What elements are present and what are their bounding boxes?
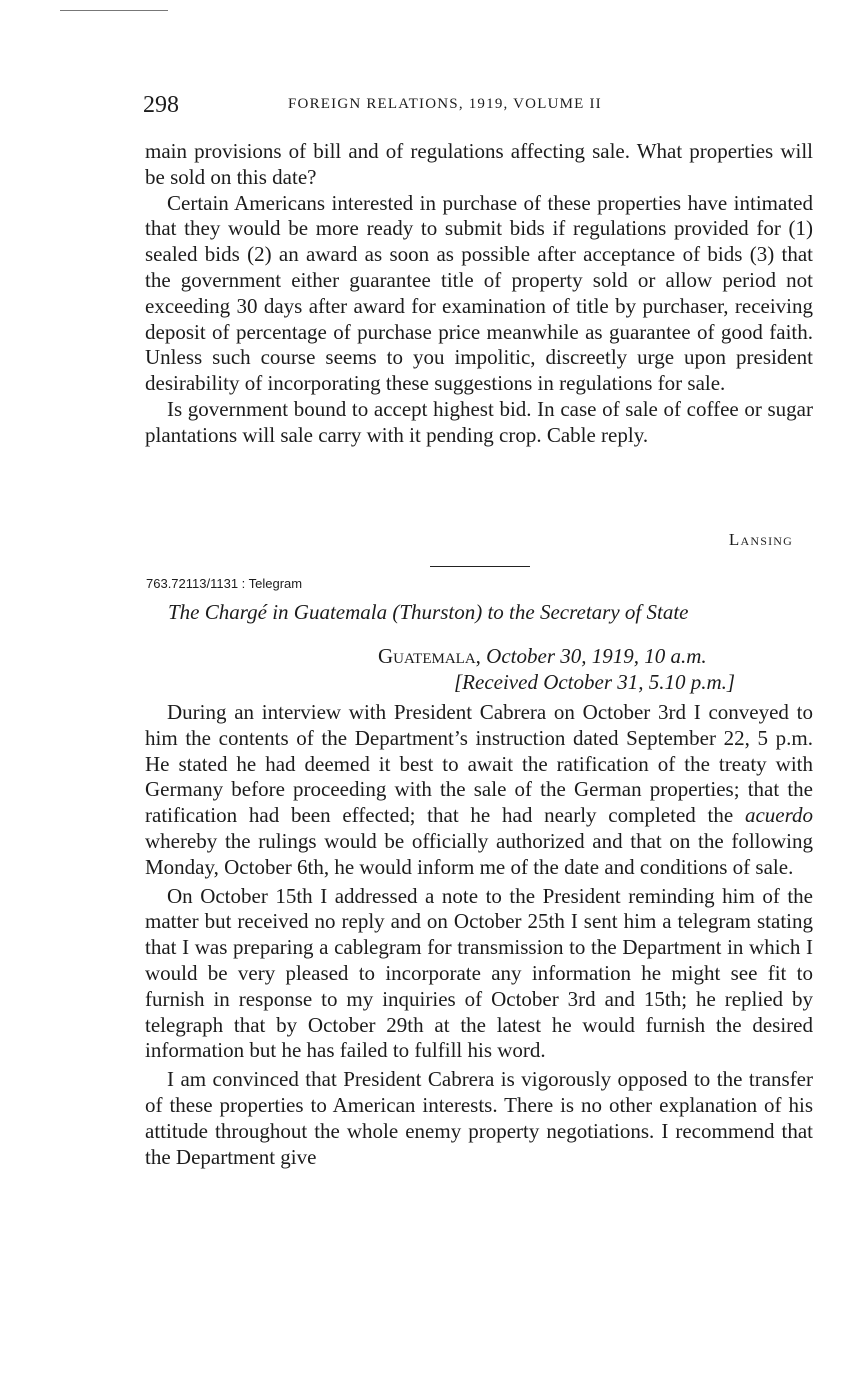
foreign-term: acuerdo — [744, 803, 813, 828]
section-separator — [430, 566, 530, 567]
continuation-text — [145, 139, 813, 449]
received-line: [Received October 31, 5.10 p.m.] — [454, 670, 736, 694]
signature: Lansing — [728, 530, 793, 549]
page-number: 298 — [143, 92, 179, 118]
dateline-place: Guatemala, — [378, 644, 481, 668]
file-reference: 763.72113/1131 : Telegram — [146, 576, 303, 591]
paragraph-text: During an interview with President Cabrera on October 3rd I conveyed to him the contents of the Department’s instruction dated September 22, 5 p.m. He stated he had deemed it best to await the ratification of the treaty with Germany before proceeding with the sale of the German properties; that the ratification had been effected; that he had nearly completed the — [145, 700, 813, 828]
paragraph: Certain Americans interested in purchase of these properties have intimated that they would be more ready to submit bids if regulations provided for (1) sealed bids (2) an award as soon as possible after acceptance of bids (3) that the government either guarantee title of property sold or allow period not exceeding 30 days after award for examination of title by purchaser, receiving deposit of percentage of purchase price meanwhile as guarantee of good faith. Unless such course seems to you impolitic, discreetly urge upon president desirability of incorporating these suggestions in regulations for sale. — [145, 190, 813, 396]
dateline — [378, 644, 707, 669]
document-heading: The Chargé in Guatemala (Thurston) to the Secretary of State — [168, 600, 689, 624]
paragraph-text: whereby the rulings would be officially authorized and that on the following Monday, October 6th, he would inform me of the date and conditions of sale. — [145, 828, 813, 879]
telegram-body — [145, 700, 813, 1170]
paragraph: On October 15th I addressed a note to the President reminding him of the matter but received no reply and on October 25th I sent him a telegram stating that I was preparing a cablegram for transmission to the Department in which I would be very pleased to incorporate any information he might see fit to furnish in response to my inquiries of October 3rd and 15th; he replied by telegraph that by October 29th at the latest he would furnish the desired information but he has failed to fulfill his word. — [145, 883, 813, 1063]
paragraph: I am convinced that President Cabrera is vigorously opposed to the transfer of these properties to American interests. There is no other explanation of his attitude throughout the whole enemy property negotiations. I recommend that the Department give — [145, 1067, 813, 1169]
paragraph: main provisions of bill and of regulations affecting sale. What properties will be sold on this date? — [145, 139, 813, 189]
running-head: FOREIGN RELATIONS, 1919, VOLUME II — [288, 96, 602, 112]
paragraph: Is government bound to accept highest bid. In case of sale of coffee or sugar plantations will sale carry with it pending crop. Cable reply. — [145, 396, 813, 447]
paragraph — [145, 700, 813, 881]
top-edge-rule — [60, 10, 168, 11]
dateline-date: October 30, 1919, 10 a.m. — [486, 644, 707, 668]
